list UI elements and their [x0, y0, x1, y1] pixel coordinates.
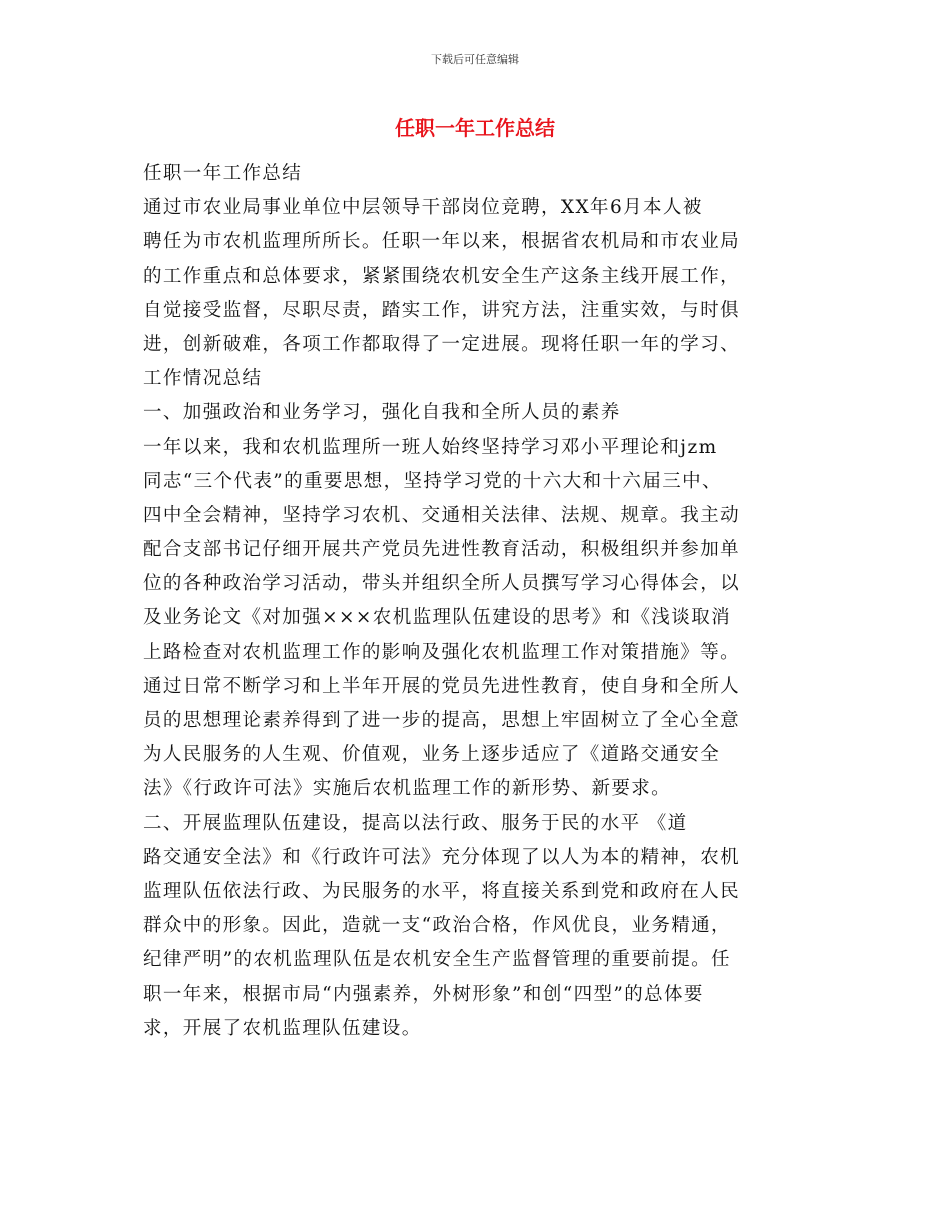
text-line: 同志“三个代表”的重要思想，坚持学习党的十六大和十六届三中、 [143, 470, 722, 492]
text-line: 自觉接受监督，尽职尽责，踏实工作，讲究方法，注重实效，与时俱 [143, 299, 741, 321]
text-line: 一年以来，我和农机监理所一班人始终坚持学习邓小平理论和jzm [143, 436, 718, 458]
text-line: 通过市农业局事业单位中层领导干部岗位竞聘，XX年6月本人被 [143, 197, 703, 219]
text-line: 聘任为市农机监理所所长。任职一年以来，根据省农机局和市农业局 [143, 231, 741, 253]
document-body [143, 157, 803, 1046]
page-header: 下载后可任意编辑 [431, 53, 519, 66]
text-line: 的工作重点和总体要求，紧紧围绕农机安全生产这条主线开展工作， [143, 265, 741, 287]
text-line: 群众中的形象。因此，造就一支“政治合格，作风优良，业务精通， [143, 915, 731, 937]
document-title: 任职一年工作总结 [395, 116, 555, 140]
text-line: 职一年来，根据市局“内强素养，外树形象”和创“四型”的总体要 [143, 983, 704, 1005]
text-line: 路交通安全法》和《行政许可法》充分体现了以人为本的精神，农机 [143, 846, 741, 868]
text-line: 法》《行政许可法》实施后农机监理工作的新形势、新要求。 [143, 778, 672, 800]
text-line: 进，创新破难，各项工作都取得了一定进展。现将任职一年的学习、 [143, 333, 741, 355]
text-line: 员的思想理论素养得到了进一步的提高，思想上牢固树立了全心全意 [143, 710, 741, 731]
text-line: 二、开展监理队伍建设，提高以法行政、服务于民的水平 《道 [143, 812, 688, 834]
text-line: 为人民服务的人生观、价值观，业务上逐步适应了《道路交通安全 [143, 744, 721, 766]
text-line: 上路检查对农机监理工作的影响及强化农机监理工作对策措施》等。 [143, 641, 741, 663]
text-line: 四中全会精神，坚持学习农机、交通相关法律、法规、规章。我主动 [143, 504, 741, 526]
text-line: 任职一年工作总结 [143, 163, 303, 184]
text-line: 及业务论文《对加强×××农机监理队伍建设的思考》和《浅谈取消 [143, 607, 732, 629]
text-line: 通过日常不断学习和上半年开展的党员先进性教育，使自身和全所人 [143, 675, 741, 697]
text-line: 一、加强政治和业务学习，强化自我和全所人员的素养 [143, 402, 621, 424]
text-line: 监理队伍依法行政、为民服务的水平，将直接关系到党和政府在人民 [143, 880, 741, 902]
text-line: 纪律严明”的农机监理队伍是农机安全生产监督管理的重要前提。任 [143, 949, 731, 971]
text-line: 位的各种政治学习活动，带头并组织全所人员撰写学习心得体会，以 [143, 573, 741, 595]
text-line: 工作情况总结 [143, 368, 263, 390]
text-line: 求，开展了农机监理队伍建设。 [143, 1017, 422, 1039]
text-line: 配合支部书记仔细开展共产党员先进性教育活动，积极组织并参加单 [143, 539, 741, 561]
